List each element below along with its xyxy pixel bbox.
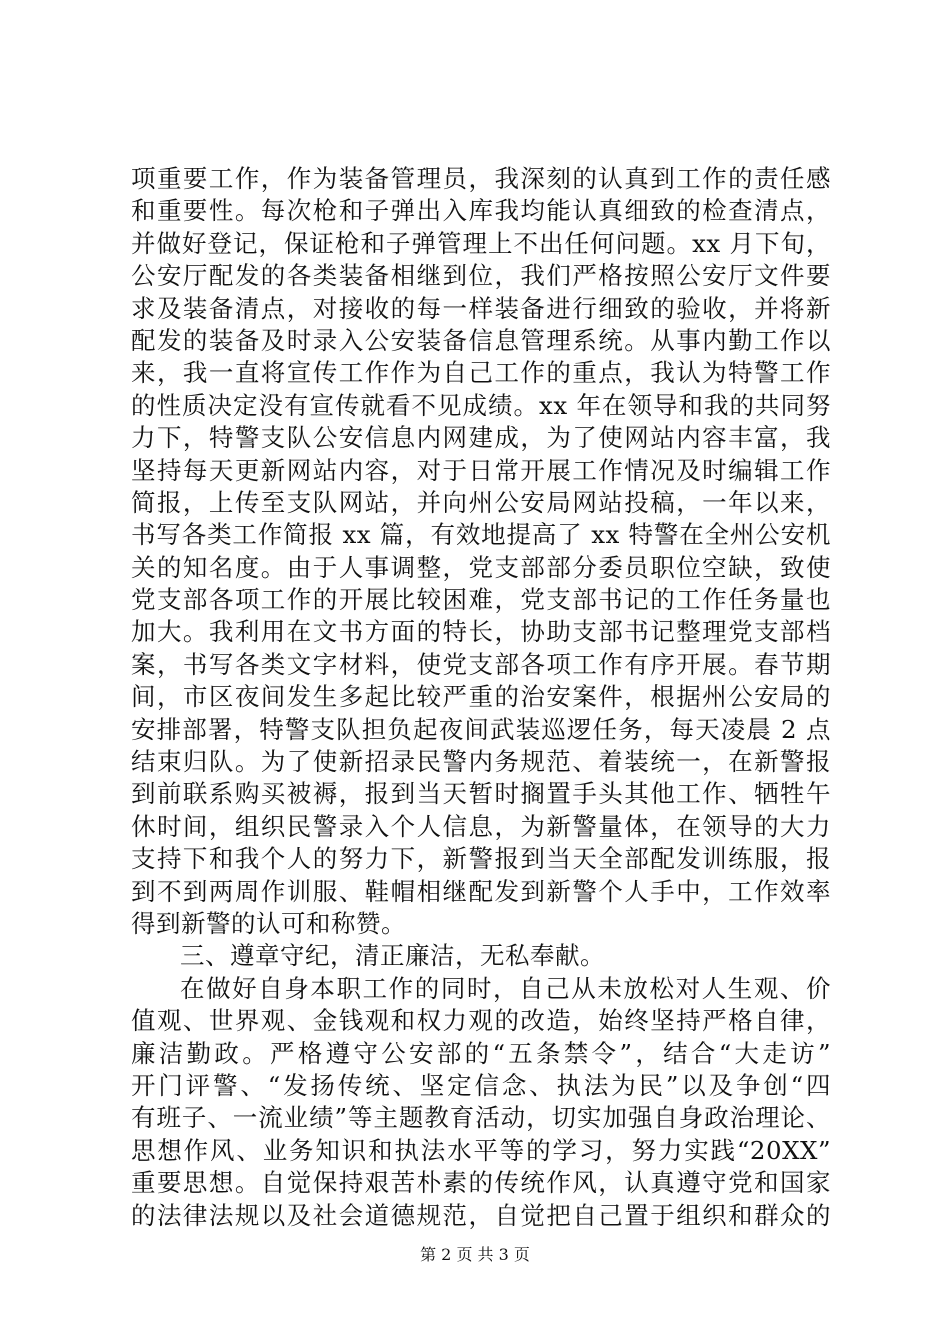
text-line: 的法律法规以及社会道德规范，自觉把自己置于组织和群众的 — [131, 1200, 831, 1230]
text-line: 间，市区夜间发生多起比较严重的治安案件，根据州公安局的 — [131, 682, 831, 712]
paragraph-first-line: 在做好自身本职工作的同时，自己从未放松对人生观、价 — [180, 973, 831, 1003]
text-line: 案，书写各类文字材料，使党支部各项工作有序开展。春节期 — [131, 649, 831, 679]
text-line: 党支部各项工作的开展比较困难，党支部书记的工作任务量也 — [131, 585, 831, 615]
text-line: 求及装备清点，对接收的每一样装备进行细致的验收，并将新 — [131, 293, 831, 323]
text-line: 力下，特警支队公安信息内网建成，为了使网站内容丰富，我 — [131, 423, 831, 453]
text-line: 思想作风、业务知识和执法水平等的学习，努力实践“20XX” — [131, 1135, 831, 1165]
text-line: 到不到两周作训服、鞋帽相继配发到新警个人手中，工作效率 — [131, 876, 831, 906]
text-line: 得到新警的认可和称赞。 — [131, 908, 406, 938]
text-line: 并做好登记，保证枪和子弹管理上不出任何问题。xx 月下旬， — [131, 228, 831, 258]
text-line: 支持下和我个人的努力下，新警报到当天全部配发训练服，报 — [131, 844, 831, 874]
text-line: 休时间，组织民警录入个人信息，为新警量体，在领导的大力 — [131, 811, 831, 841]
text-line: 来，我一直将宣传工作作为自己工作的重点，我认为特警工作 — [131, 358, 831, 388]
text-line: 安排部署，特警支队担负起夜间武装巡逻任务，每天凌晨 2 点 — [131, 714, 831, 744]
text-line: 有班子、一流业绩”等主题教育活动，切实加强自身政治理论、 — [131, 1103, 831, 1133]
text-line: 公安厅配发的各类装备相继到位，我们严格按照公安厅文件要 — [131, 261, 831, 291]
text-line: 关的知名度。由于人事调整，党支部部分委员职位空缺，致使 — [131, 552, 831, 582]
text-line: 和重要性。每次枪和子弹出入库我均能认真细致的检查清点， — [131, 196, 831, 226]
text-line: 值观、世界观、金钱观和权力观的改造，始终坚持严格自律， — [131, 1006, 831, 1036]
text-line: 廉洁勤政。严格遵守公安部的“五条禁令”，结合“大走访” — [131, 1038, 831, 1068]
text-line: 坚持每天更新网站内容，对于日常开展工作情况及时编辑工作 — [131, 455, 831, 485]
document-body — [131, 163, 831, 1232]
paragraph-first-line: 三、遵章守纪，清正廉洁，无私奉献。 — [180, 941, 605, 971]
text-line: 项重要工作，作为装备管理员，我深刻的认真到工作的责任感 — [131, 164, 831, 193]
text-line: 到前联系购买被褥，报到当天暂时搁置手头其他工作、牺牲午 — [131, 779, 831, 809]
text-line: 加大。我利用在文书方面的特长，协助支部书记整理党支部档 — [131, 617, 831, 647]
text-line: 书写各类工作简报 xx 篇，有效地提高了 xx 特警在全州公安机 — [131, 520, 831, 550]
text-line: 配发的装备及时录入公安装备信息管理系统。从事内勤工作以 — [131, 325, 831, 355]
text-line: 结束归队。为了使新招录民警内务规范、着装统一，在新警报 — [131, 747, 831, 777]
text-line: 重要思想。自觉保持艰苦朴素的传统作风，认真遵守党和国家 — [131, 1168, 831, 1198]
text-line: 简报，上传至支队网站，并向州公安局网站投稿，一年以来， — [131, 487, 831, 517]
text-line: 的性质决定没有宣传就看不见成绩。xx 年在领导和我的共同努 — [131, 390, 831, 420]
page-footer: 第 2 页 共 3 页 — [420, 1245, 530, 1264]
text-line: 开门评警、“发扬传统、坚定信念、执法为民”以及争创“四 — [131, 1070, 831, 1100]
